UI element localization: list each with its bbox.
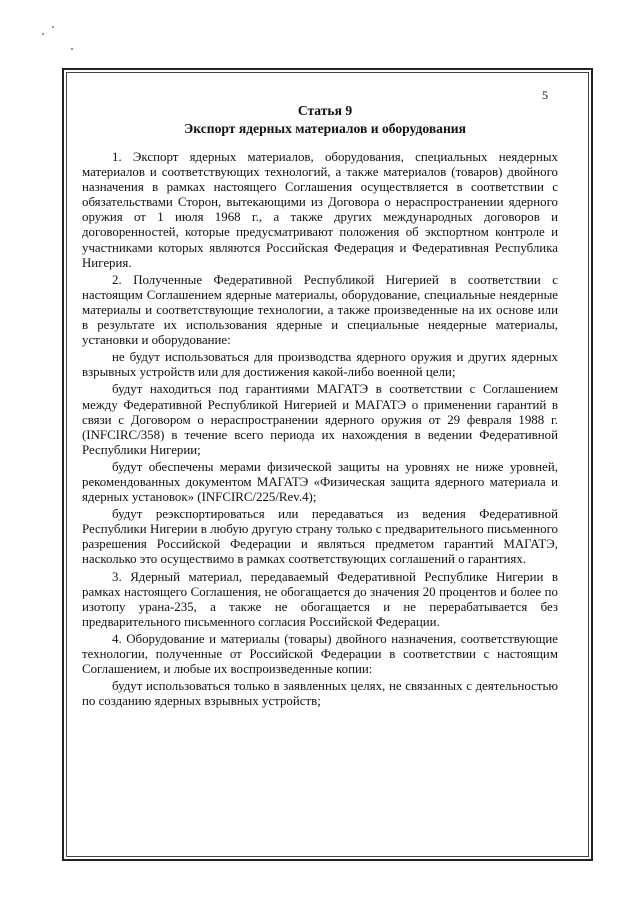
page-number: 5 <box>542 88 548 102</box>
paragraph-2: 2. Полученные Федеративной Республикой Нигерией в соответствии с настоящим Соглашением ядерные материалы, оборудование, специальные неядерные материалы и соответствующие технологии, а также произведенные на их основе или в результате их использования ядерные и специальные неядерные материалы, установки и оборудование: <box>82 272 558 348</box>
scan-speck <box>42 33 44 35</box>
scan-speck <box>71 48 73 50</box>
article-body <box>82 150 558 711</box>
paragraph-2-item-2: будут находиться под гарантиями МАГАТЭ в соответствии с Соглашением между Федеративной Республикой Нигерией и МАГАТЭ о применении гарантий в связи с Договором о нераспространении ядерного оружия от 29 февраля 1988 г. (INFCIRC/358) в течение всего периода их нахождения в ведении Федеративной Республики Нигерии; <box>82 382 558 457</box>
scan-speck <box>52 26 54 28</box>
paragraph-2-item-1: не будут использоваться для производства ядерного оружия и других ядерных взрывных устройств или для достижения какой-либо военной цели; <box>82 350 558 380</box>
paragraph-4-item-1: будут использоваться только в заявленных целях, не связанных с деятельностью по созданию ядерных взрывных устройств; <box>82 679 558 709</box>
paragraph-4: 4. Оборудование и материалы (товары) двойного назначения, соответствующие технологии, полученные от Российской Федерации в соответствии с настоящим Соглашением, и любые их воспроизведенные копии: <box>82 631 558 677</box>
paragraph-3: 3. Ядерный материал, передаваемый Федеративной Республике Нигерии в рамках настоящего Соглашения, не обогащается до значения 20 процентов и более по изотопу урана-235, а также не обогащается и не перерабатывается без предварительного письменного согласия Российской Федерации. <box>82 569 558 629</box>
article-title: Статья 9 <box>297 103 353 118</box>
article-header <box>82 102 568 138</box>
paragraph-2-item-4: будут реэкспортироваться или передаваться из ведения Федеративной Республики Нигерии в любую другую страну только с предварительного письменного разрешения Российской Федерации и являться предметом гарантий МАГАТЭ, насколько это осуществимо в рамках соответствующих соглашений о гарантиях. <box>82 507 558 567</box>
article-subtitle: Экспорт ядерных материалов и оборудования <box>183 121 466 136</box>
paragraph-2-item-3: будут обеспечены мерами физической защиты на уровнях не ниже уровней, рекомендованных документом МАГАТЭ «Физическая защита ядерного материала и ядерных установок» (INFCIRC/225/Rev.4); <box>82 459 558 505</box>
paragraph-1: 1. Экспорт ядерных материалов, оборудования, специальных неядерных материалов и соответствующих технологий, а также материалов (товаров) двойного назначения в рамках настоящего Соглашения осуществляется в соответствии с обязательствами Сторон, вытекающими из Договора о нераспространении ядерного оружия от 1 июля 1968 г., а также других международных договоров и договоренностей, которые предусматривают положения об экспортном контроле и участниками которых являются Российская Федерация и Федеративная Республика Нигерия. <box>82 150 558 270</box>
